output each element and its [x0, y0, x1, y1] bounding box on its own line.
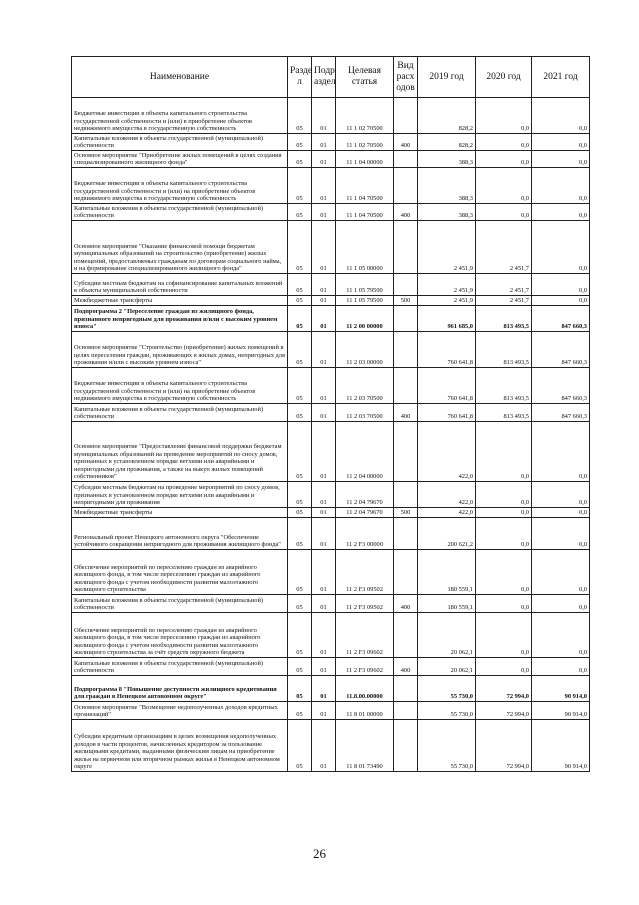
row-2021-cell: 847 660,3 — [532, 306, 590, 332]
table-row — [72, 550, 590, 595]
row-name-cell: Капитальные вложения в объекты государственной (муниципальной) собственности — [72, 404, 288, 422]
row-2019-cell: 422,0 — [418, 482, 476, 508]
page-number: 26 — [313, 846, 326, 861]
row-2021-cell: 0,0 — [532, 658, 590, 676]
row-2020-cell: 813 493,5 — [476, 404, 532, 422]
row-subsection-cell: 01 — [312, 508, 336, 518]
row-2019-cell: 422,0 — [418, 508, 476, 518]
row-2021-cell: 0,0 — [532, 422, 590, 482]
row-section-cell: 05 — [288, 306, 312, 332]
row-2021-cell: 0,0 — [532, 550, 590, 595]
row-expense-type-cell: 400 — [394, 204, 418, 221]
row-2020-cell: 813 493,5 — [476, 368, 532, 404]
row-name-cell: Бюджетные инвестиции в объекты капитального строительства государственной собственности и (или) на приобретение объектов недвижимого имущества в государственную собственность — [72, 168, 288, 204]
row-2021-cell: 847 660,3 — [532, 368, 590, 404]
row-subsection-cell: 01 — [312, 98, 336, 134]
row-section-cell: 05 — [288, 221, 312, 274]
row-2021-cell: 0,0 — [532, 221, 590, 274]
row-expense-type-cell — [394, 613, 418, 658]
row-section-cell: 05 — [288, 595, 312, 613]
row-subsection-cell: 01 — [312, 404, 336, 422]
table-row — [72, 306, 590, 332]
row-target-cell: 11 2 F3 09502 — [336, 595, 394, 613]
table-row — [72, 518, 590, 550]
row-2021-cell: 0,0 — [532, 595, 590, 613]
row-section-cell: 05 — [288, 518, 312, 550]
row-2021-cell: 0,0 — [532, 134, 590, 151]
row-name-cell: Бюджетные инвестиции в объекты капитального строительства государственной собственности и (или) в приобретение объектов недвижимого имущества в государственную собственность — [72, 98, 288, 134]
row-2020-cell: 0,0 — [476, 658, 532, 676]
table-row — [72, 296, 590, 306]
table-row — [72, 134, 590, 151]
row-target-cell: 11 8 01 00000 — [336, 702, 394, 720]
row-section-cell: 05 — [288, 134, 312, 151]
row-target-cell: 11 2 03 70500 — [336, 404, 394, 422]
header-expense-type: Вид расх одов — [394, 57, 418, 98]
row-2020-cell: 0,0 — [476, 204, 532, 221]
row-section-cell: 05 — [288, 168, 312, 204]
row-2019-cell: 2 451,9 — [418, 274, 476, 296]
row-expense-type-cell — [394, 168, 418, 204]
table-row — [72, 422, 590, 482]
row-expense-type-cell — [394, 720, 418, 772]
row-expense-type-cell — [394, 550, 418, 595]
row-section-cell: 05 — [288, 151, 312, 168]
row-expense-type-cell — [394, 676, 418, 702]
row-target-cell: 11 1 05 00000 — [336, 221, 394, 274]
row-section-cell: 05 — [288, 676, 312, 702]
row-2019-cell: 760 641,8 — [418, 368, 476, 404]
row-name-cell: Субсидии местным бюджетам на софинансирование капитальных вложений в объекты муниципальной собственности — [72, 274, 288, 296]
row-name-cell: Бюджетные инвестиции в объекты капитального строительства государственной собственности и (или) на приобретение объектов недвижимого имущества в государственную собственность — [72, 368, 288, 404]
row-name-cell: Основное мероприятие "Предоставление финансовой поддержки бюджетам муниципальных образований на проведение мероприятий по сносу домов, признанных в установленном порядке ветхими или аварийными и непригодными для проживания, а также на выкуп жилых помещений собственников" — [72, 422, 288, 482]
row-2019-cell: 180 559,1 — [418, 550, 476, 595]
row-subsection-cell: 01 — [312, 306, 336, 332]
table-row — [72, 404, 590, 422]
row-2020-cell: 0,0 — [476, 151, 532, 168]
budget-table — [71, 56, 590, 772]
row-2019-cell: 828,2 — [418, 98, 476, 134]
table-row — [72, 595, 590, 613]
row-section-cell: 05 — [288, 613, 312, 658]
row-name-cell: Капитальные вложения в объекты государственной (муниципальной) собственности — [72, 204, 288, 221]
row-subsection-cell: 01 — [312, 550, 336, 595]
row-target-cell: 11 2 04 79670 — [336, 508, 394, 518]
row-2019-cell: 388,3 — [418, 204, 476, 221]
row-section-cell: 05 — [288, 296, 312, 306]
row-subsection-cell: 01 — [312, 221, 336, 274]
table-row — [72, 98, 590, 134]
row-subsection-cell: 01 — [312, 332, 336, 368]
row-target-cell: 11 2 03 00000 — [336, 332, 394, 368]
row-2021-cell: 0,0 — [532, 98, 590, 134]
table-row — [72, 204, 590, 221]
row-expense-type-cell — [394, 368, 418, 404]
row-2020-cell: 0,0 — [476, 550, 532, 595]
row-expense-type-cell: 400 — [394, 134, 418, 151]
row-2019-cell: 388,3 — [418, 151, 476, 168]
header-subsection: Подр аздел — [312, 57, 336, 98]
row-2021-cell: 0,0 — [532, 204, 590, 221]
row-name-cell: Межбюджетные трансферты — [72, 296, 288, 306]
row-name-cell: Основное мероприятие "Оказание финансовой помощи бюджетам муниципальных образований на строительство (приобретение) жилых помещений, предоставляемых гражданам по договорам социального найма, и на формирование специализированного жилищного фонда" — [72, 221, 288, 274]
row-expense-type-cell — [394, 702, 418, 720]
row-section-cell: 05 — [288, 550, 312, 595]
row-2019-cell: 20 062,1 — [418, 613, 476, 658]
row-section-cell: 05 — [288, 368, 312, 404]
row-subsection-cell: 01 — [312, 720, 336, 772]
row-section-cell: 05 — [288, 332, 312, 368]
row-name-cell: Субсидии местным бюджетам на проведение мероприятий по сносу домов, признанных в установленном порядке ветхими или аварийными и непригодными для проживания — [72, 482, 288, 508]
row-expense-type-cell — [394, 422, 418, 482]
row-2021-cell: 90 914,0 — [532, 720, 590, 772]
row-2019-cell: 55 730,0 — [418, 676, 476, 702]
row-subsection-cell: 01 — [312, 274, 336, 296]
row-2020-cell: 0,0 — [476, 508, 532, 518]
row-2020-cell: 2 451,7 — [476, 296, 532, 306]
row-expense-type-cell: 500 — [394, 508, 418, 518]
row-2020-cell: 0,0 — [476, 482, 532, 508]
row-name-cell: Капитальные вложения в объекты государственной (муниципальной) собственности — [72, 658, 288, 676]
row-2019-cell: 828,2 — [418, 134, 476, 151]
row-expense-type-cell — [394, 274, 418, 296]
row-name-cell: Капитальные вложения в объекты государственной (муниципальной) собственности — [72, 134, 288, 151]
row-2019-cell: 200 621,2 — [418, 518, 476, 550]
table-row — [72, 274, 590, 296]
table-row — [72, 221, 590, 274]
row-2020-cell: 0,0 — [476, 595, 532, 613]
table-row — [72, 613, 590, 658]
row-name-cell: Основное мероприятие "Строительство (приобретение) жилых помещений в целях переселения граждан, проживающих в жилых домах, непригодных для проживания и/или с высоким уровнем износа" — [72, 332, 288, 368]
row-target-cell: 11 1 05 79500 — [336, 274, 394, 296]
table-row — [72, 658, 590, 676]
table-row — [72, 332, 590, 368]
table-row — [72, 508, 590, 518]
row-expense-type-cell: 400 — [394, 658, 418, 676]
row-2019-cell: 55 730,0 — [418, 702, 476, 720]
row-2021-cell: 0,0 — [532, 168, 590, 204]
row-2021-cell: 0,0 — [532, 151, 590, 168]
row-target-cell: 11 8 01 73490 — [336, 720, 394, 772]
row-section-cell: 05 — [288, 204, 312, 221]
row-target-cell: 11 2 F3 09602 — [336, 613, 394, 658]
table-row — [72, 482, 590, 508]
row-name-cell: Подпрограмма 8 "Повышение доступности жилищного кредитования для граждан в Ненецком автономном округе" — [72, 676, 288, 702]
header-name: Наименование — [72, 57, 288, 98]
row-target-cell: 11 1 05 79500 — [336, 296, 394, 306]
row-2020-cell: 813 493,5 — [476, 306, 532, 332]
row-2020-cell: 0,0 — [476, 168, 532, 204]
row-target-cell: 11 2 F3 00000 — [336, 518, 394, 550]
row-name-cell: Капитальные вложения в объекты государственной (муниципальной) собственности — [72, 595, 288, 613]
row-subsection-cell: 01 — [312, 134, 336, 151]
header-2021: 2021 год — [532, 57, 590, 98]
row-name-cell: Основное мероприятие "Возмещение недополученных доходов кредитных организаций" — [72, 702, 288, 720]
table-body — [72, 98, 590, 772]
row-section-cell: 05 — [288, 702, 312, 720]
row-2020-cell: 72 994,0 — [476, 676, 532, 702]
row-target-cell: 11.8.00.00000 — [336, 676, 394, 702]
row-2020-cell: 0,0 — [476, 518, 532, 550]
row-expense-type-cell — [394, 306, 418, 332]
row-2019-cell: 388,3 — [418, 168, 476, 204]
row-2020-cell: 0,0 — [476, 134, 532, 151]
row-section-cell: 05 — [288, 720, 312, 772]
row-2019-cell: 2 451,9 — [418, 296, 476, 306]
row-expense-type-cell: 400 — [394, 404, 418, 422]
row-expense-type-cell — [394, 518, 418, 550]
row-section-cell: 05 — [288, 482, 312, 508]
row-subsection-cell: 01 — [312, 422, 336, 482]
row-2020-cell: 0,0 — [476, 422, 532, 482]
row-2019-cell: 961 685,0 — [418, 306, 476, 332]
row-2021-cell: 0,0 — [532, 613, 590, 658]
row-subsection-cell: 01 — [312, 151, 336, 168]
row-2019-cell: 2 451,9 — [418, 221, 476, 274]
row-2021-cell: 0,0 — [532, 508, 590, 518]
row-target-cell: 11 2 03 70500 — [336, 368, 394, 404]
row-2021-cell: 0,0 — [532, 518, 590, 550]
header-target: Целевая статья — [336, 57, 394, 98]
row-subsection-cell: 01 — [312, 676, 336, 702]
table-row — [72, 676, 590, 702]
row-target-cell: 11 2 04 00000 — [336, 422, 394, 482]
row-2019-cell: 422,0 — [418, 422, 476, 482]
row-2020-cell: 0,0 — [476, 98, 532, 134]
row-section-cell: 05 — [288, 422, 312, 482]
row-expense-type-cell: 400 — [394, 595, 418, 613]
row-target-cell: 11 1 04 70500 — [336, 168, 394, 204]
row-target-cell: 11 2 F3 09502 — [336, 550, 394, 595]
row-2020-cell: 72 994,0 — [476, 702, 532, 720]
row-expense-type-cell — [394, 221, 418, 274]
row-section-cell: 05 — [288, 508, 312, 518]
row-2021-cell: 847 660,3 — [532, 332, 590, 368]
row-subsection-cell: 01 — [312, 296, 336, 306]
row-name-cell: Региональный проект Ненецкого автономного округа "Обеспечение устойчивого сокращения непригодного для проживания жилищного фонда" — [72, 518, 288, 550]
table-row — [72, 368, 590, 404]
row-subsection-cell: 01 — [312, 204, 336, 221]
header-2019: 2019 год — [418, 57, 476, 98]
row-section-cell: 05 — [288, 98, 312, 134]
row-2021-cell: 0,0 — [532, 296, 590, 306]
row-target-cell: 11 2 00 00000 — [336, 306, 394, 332]
row-subsection-cell: 01 — [312, 168, 336, 204]
row-2021-cell: 0,0 — [532, 274, 590, 296]
row-name-cell: Обеспечение мероприятий по переселению граждан из аварийного жилищного фонда, в том числе переселению граждан из аварийного жилищного фонда с учетом необходимости развития малоэтажного жилищного строительства за счёт средств окружного бюджета — [72, 613, 288, 658]
row-2019-cell: 760 641,8 — [418, 404, 476, 422]
row-2021-cell: 90 914,0 — [532, 676, 590, 702]
row-2019-cell: 180 559,1 — [418, 595, 476, 613]
table-row — [72, 168, 590, 204]
row-name-cell: Межбюджетные трансферты — [72, 508, 288, 518]
row-subsection-cell: 01 — [312, 368, 336, 404]
row-2020-cell: 72 994,0 — [476, 720, 532, 772]
table-row — [72, 702, 590, 720]
row-target-cell: 11 2 04 79670 — [336, 482, 394, 508]
row-section-cell: 05 — [288, 658, 312, 676]
row-2021-cell: 847 660,3 — [532, 404, 590, 422]
row-name-cell: Субсидии кредитным организациям в целях возмещения недополученных доходов в части процентов, начисленных кредитором за пользование жилищными кредитами, выданными физическим лицам на приобретение жилья на первичном или вторичном рынках жилья в Ненецком автономном округе — [72, 720, 288, 772]
row-expense-type-cell: 500 — [394, 296, 418, 306]
row-subsection-cell: 01 — [312, 613, 336, 658]
row-2020-cell: 2 451,7 — [476, 274, 532, 296]
table-header-row — [72, 57, 590, 98]
row-name-cell: Основное мероприятие "Приобретение жилых помещений в целях создания специализированного жилищного фонда" — [72, 151, 288, 168]
row-2019-cell: 760 641,8 — [418, 332, 476, 368]
row-expense-type-cell — [394, 482, 418, 508]
row-subsection-cell: 01 — [312, 595, 336, 613]
row-target-cell: 11 1 02 70500 — [336, 98, 394, 134]
table-row — [72, 720, 590, 772]
row-2021-cell: 0,0 — [532, 482, 590, 508]
row-2019-cell: 20 062,1 — [418, 658, 476, 676]
row-2020-cell: 0,0 — [476, 613, 532, 658]
row-section-cell: 05 — [288, 274, 312, 296]
row-name-cell: Обеспечение мероприятий по переселению граждан из аварийного жилищного фонда, в том числе переселению граждан из аварийного жилищного фонда с учетом необходимости развития малоэтажного жилищного строительства — [72, 550, 288, 595]
row-subsection-cell: 01 — [312, 658, 336, 676]
row-2020-cell: 813 493,5 — [476, 332, 532, 368]
row-expense-type-cell — [394, 151, 418, 168]
row-target-cell: 11 1 04 00000 — [336, 151, 394, 168]
row-name-cell: Подпрограмма 2 "Переселение граждан из жилищного фонда, признанного непригодным для проживания и/или с высоким уровнем износа" — [72, 306, 288, 332]
row-expense-type-cell — [394, 98, 418, 134]
row-section-cell: 05 — [288, 404, 312, 422]
row-subsection-cell: 01 — [312, 482, 336, 508]
row-2020-cell: 2 451,7 — [476, 221, 532, 274]
row-2021-cell: 90 914,0 — [532, 702, 590, 720]
row-subsection-cell: 01 — [312, 518, 336, 550]
row-expense-type-cell — [394, 332, 418, 368]
row-subsection-cell: 01 — [312, 702, 336, 720]
row-2019-cell: 55 730,0 — [418, 720, 476, 772]
header-section: Разде л — [288, 57, 312, 98]
table-row — [72, 151, 590, 168]
header-2020: 2020 год — [476, 57, 532, 98]
row-target-cell: 11 1 04 70500 — [336, 204, 394, 221]
row-target-cell: 11 1 02 70500 — [336, 134, 394, 151]
row-target-cell: 11 2 F3 09602 — [336, 658, 394, 676]
